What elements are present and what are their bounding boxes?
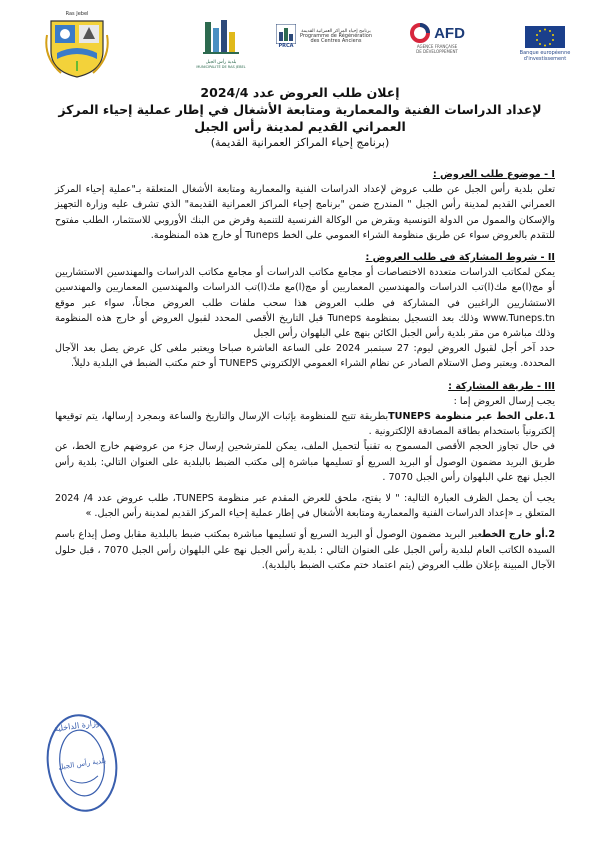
ras-jebel-emblem-icon (199, 16, 243, 60)
prca-emblem-icon (276, 24, 296, 44)
city-emblem-logo (32, 12, 122, 79)
prca-logo (262, 24, 386, 49)
section-1-heading: I - موضوع طلب العروض : (432, 169, 555, 180)
title-line-2: لإعداد الدراسات الفنية والمعمارية ومتابعة الأشغال في إطار عملية إحياء المركز (58, 102, 542, 117)
logo-header (0, 12, 600, 82)
section-3-item-1-note: في حال تجاوز الحجم الأقصى المسموح به تقنياً لتحميل الملف، يمكن للمترشحين إرسال جزء من عروضهم خارج الخط، عن طريق البريد مضمون الوصول أو البريد السريع أو تسليمها مباشرة إلى مكتب الضبط بالبلدية على العنوان التالي: بلدية رأس الجبل نهج علي البلهوان رأس الجبل 7070 . (55, 441, 555, 483)
title-line-3: العمراني القديم لمدينة رأس الجبل (194, 119, 406, 134)
municipal-stamp (42, 708, 122, 818)
announcement-title (40, 84, 560, 150)
section-3-heading: III - طريقة المشاركة : (448, 380, 555, 392)
afd-sub1: AGENCE FRANÇAISE (416, 44, 458, 49)
section-2-paragraph-1: يمكن لمكاتب الدراسات متعددة الاختصاصات أو مجامع مكاتب الدراسات أو مجامع مكاتب الدراسات والمهندسين الاستشاريين أو مج(ا)مع مك(ا)تب الدراسات والمهندسين المعماريين أو مج(ا)مع مك(ا)تب الدراسات والمهندسين المعماريين والمهندسين الاستشاريين الراغبين في المشاركة في طلب العروض هذا سحب ملفات طلب العروض مجاناً، سواء عبر موقع www.Tuneps.tn وذلك بعد التسجيل بمنظومة Tuneps قبل التاريخ الأقصى المحدد لقبول العروض أو خارج هذه المنظومة وذلك مباشرة من مقر بلدية رأس الجبل الكائن بنهج علي البلهوان رأس الجبل (55, 267, 555, 340)
item-2-lead: 2.أو خارج الخط (482, 529, 556, 541)
prca-fr1: Programme de Régénération (300, 33, 372, 39)
afd-ring-icon (409, 22, 431, 44)
eib-logo (505, 26, 585, 62)
stamp-inner-text: بلدية رأس الجبل (57, 756, 107, 772)
stamp-outer-text: وزارة الداخلية (53, 718, 101, 734)
city-coat-of-arms-icon (45, 17, 109, 79)
section-2-paragraph-2: حدد آخر أجل لقبول العروض ليوم: 27 سبتمبر 2024 على الساعة العاشرة صباحا ويعتبر ملغى كل عرض يصل بعد الآجال المحددة. ويعتبر وصل الاستلام الصادر عن نظام الشراء العمومي الإلكتروني TUNEPS أو ختم مكتب الضبط في البلدية دليلاً. (55, 343, 555, 370)
section-3-item-1 (55, 409, 555, 439)
announcement-body (55, 160, 555, 573)
eib-name-line2: d'investissement (523, 56, 567, 62)
prca-fr2: des Centres Anciens (310, 38, 362, 44)
section-3-envelope-note: يجب أن يحمل الظرف العبارة التالية: " لا يفتح، ملحق للعرض المقدم عبر منظومة TUNEPS، طلب عروض عدد 4/ 2024 المتعلق بـ «إعداد الدراسات الفنية والمعمارية ومتابعة الأشغال في إطار عملية إحياء المركز القديم لمدينة رأس الجبل. » (55, 493, 556, 520)
eu-flag-icon (525, 26, 565, 48)
section-3-intro: يجب إرسال العروض إما : (453, 395, 555, 407)
prca-abbr: PRCA (278, 43, 294, 49)
item-2-rest: عبر البريد مضمون الوصول أو البريد السريع أو تسليمها مباشرة بمكتب ضبط بالبلدية مقابل وصل إيداع باسم السيدة الكاتب العام لبلدية رأس الجبل على العنوان التالي : بلدية رأس الجبل نهج علي البلهوان رأس الجبل 7070 ، قبل حلول الآجال المبينة بإعلان طلب العروض (يتم اعتماد ختم مكتب الضبط بالبلدية). (55, 529, 555, 571)
ras-jebel-fr: MUNICIPALITÉ DE RAS JEBEL (196, 65, 246, 69)
afd-sub2: DE DÉVELOPPEMENT (416, 49, 458, 54)
section-2-heading: II - شروط المشاركة في طلب العروض : (365, 252, 555, 264)
section-3-item-2 (55, 527, 555, 573)
eib-name-line1: Banque européenne (519, 50, 571, 56)
section-1-paragraph: تعلن بلدية رأس الجبل عن طلب عروض لإعداد الدراسات الفنية والمعمارية ومتابعة الأشغال المتعلقة بـ"عملية إحياء المركز العمراني القديم لمدينة رأس الجبل " المندرج ضمن "برنامج إحياء المراكز العمرانية القديمة" الذي تشرف عليه وزارة التجهيز والإسكان والممول من الدولة التونسية وبقرض من الوكالة الفرنسية للتنمية وقرض من البنك الأوروبي للاستثمار، الطلب مفتوح للتقدم بالعروض سواء عن طريق منظومة الشراء العمومي على الخط Tuneps أو خارج هذه المنظومة. (55, 184, 555, 241)
title-line-4: (برنامج إحياء المراكز العمرانية القديمة) (210, 136, 390, 149)
prca-arabic: برنامج إحياء المراكز العمرانية القديمة (301, 29, 371, 34)
afd-logo (392, 22, 482, 54)
title-line-1: إعلان طلب العروض عدد 2024/4 (200, 85, 400, 100)
ras-jebel-ar: بلدية رأس الجبل (205, 60, 237, 65)
item-1-rest: بطريقة تتيح للمنظومة بإثبات الإرسال والتاريخ والساعة وبمجرد إرسالها، يتم توقيعها إلكترونياً باستخدام بطاقة المصادقة الإلكترونية . (55, 411, 555, 438)
item-1-lead: 1.على الخط عبر منظومة TUNEPS (388, 411, 555, 423)
ras-jebel-logo (190, 16, 252, 70)
city-emblem-label: Ras Jebel (65, 11, 89, 17)
afd-wordmark: AFD (434, 24, 465, 42)
